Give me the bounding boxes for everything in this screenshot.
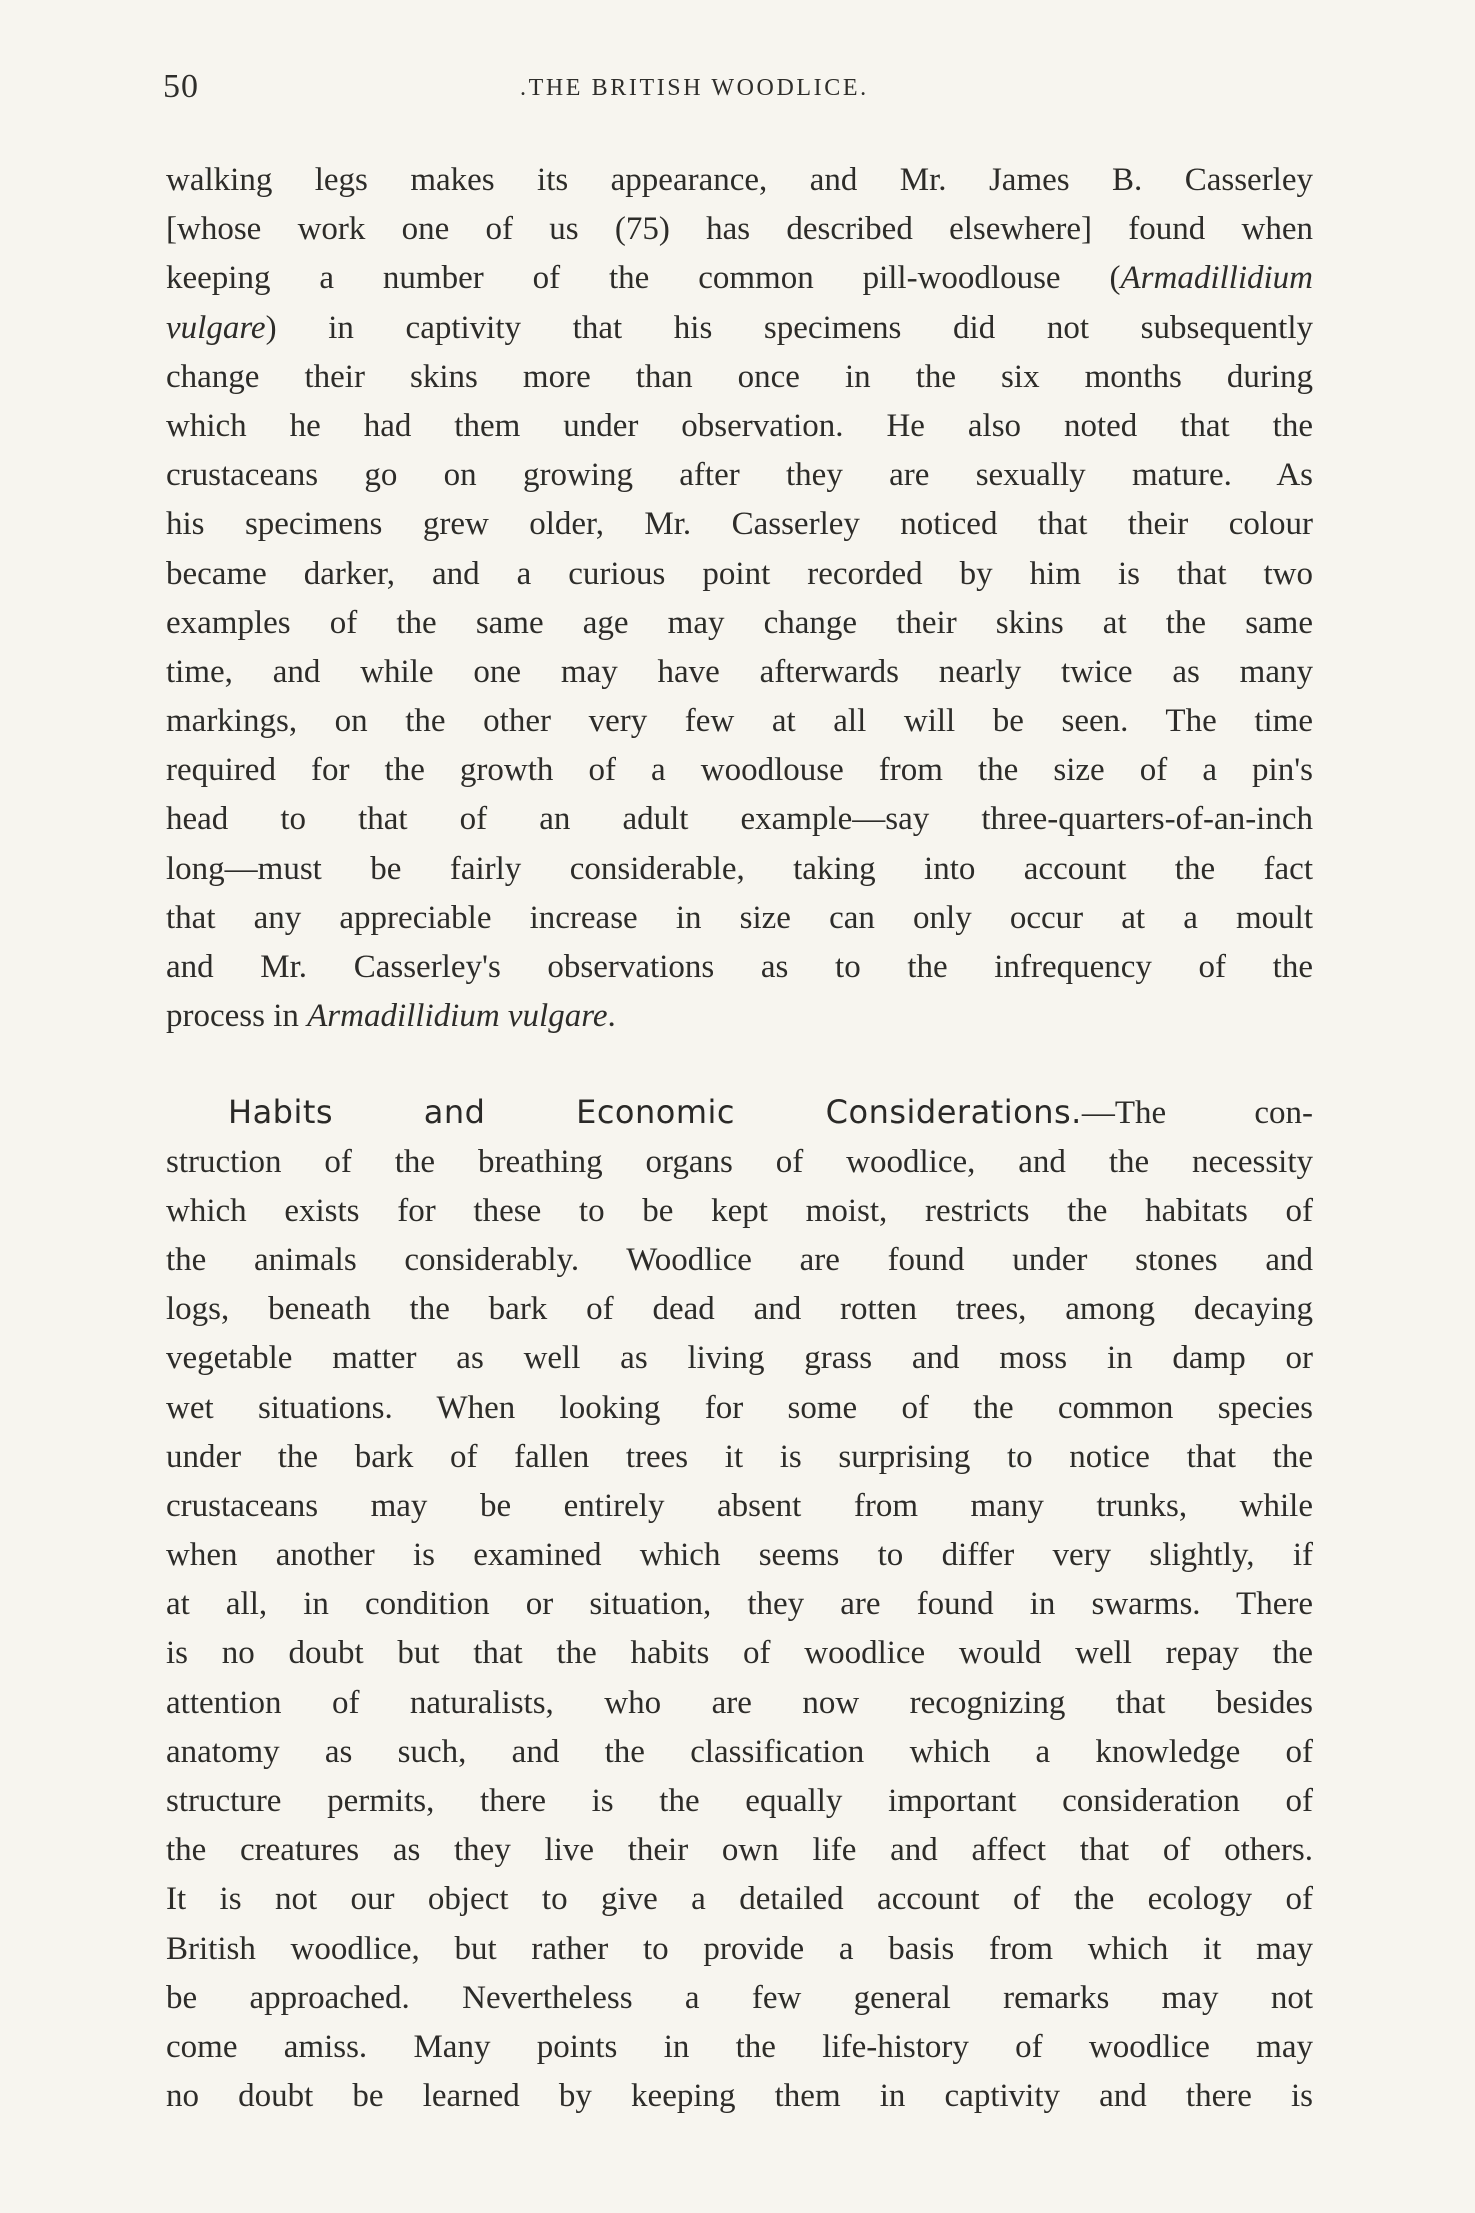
text-line: struction of the breathing organs of woodlice, and the necessity	[166, 1143, 1313, 1180]
text-run: process in	[166, 998, 308, 1035]
text-line: required for the growth of a woodlouse from the size of a pin's	[166, 752, 1313, 789]
text-line: is no doubt but that the habits of woodlice would well repay the	[166, 1635, 1313, 1672]
text-line: that any appreciable increase in size can only occur at a moult	[166, 899, 1313, 936]
text-run: —The con-	[1081, 1095, 1313, 1132]
text-line: wet situations. When looking for some of the common species	[166, 1389, 1313, 1426]
paragraph-gap	[166, 1041, 1313, 1088]
section-heading: Habits and Economic Considerations.	[228, 1093, 1082, 1132]
text-run: keeping a number of the common pill-woodlouse (	[166, 260, 1121, 297]
text-line	[166, 304, 1313, 353]
section-heading-line	[166, 1088, 1313, 1137]
paragraph-development	[166, 156, 1313, 1041]
text-line: walking legs makes its appearance, and Mr. James B. Casserley	[166, 162, 1313, 198]
text-line: examples of the same age may change their skins at the same	[166, 604, 1313, 641]
running-header	[163, 68, 1313, 108]
species-name: Armadillidium vulgare	[307, 998, 608, 1035]
text-line	[166, 992, 1313, 1041]
text-line: markings, on the other very few at all will be seen. The time	[166, 703, 1313, 740]
text-line: It is not our object to give a detailed account of the ecology of	[166, 1881, 1313, 1918]
text-line: his specimens grew older, Mr. Casserley noticed that their colour	[166, 506, 1313, 543]
text-line: be approached. Nevertheless a few general remarks may not	[166, 1979, 1313, 2016]
text-line: change their skins more than once in the six months during	[166, 358, 1313, 395]
text-line: became darker, and a curious point recorded by him is that two	[166, 555, 1313, 592]
text-line: come amiss. Many points in the life-history of woodlice may	[166, 2028, 1313, 2065]
text-line: and Mr. Casserley's observations as to the infrequency of the	[166, 949, 1313, 985]
text-line: time, and while one may have afterwards nearly twice as many	[166, 653, 1313, 690]
page-number: 50	[163, 68, 199, 105]
text-line: logs, beneath the bark of dead and rotten trees, among decaying	[166, 1291, 1313, 1328]
text-line	[166, 254, 1313, 303]
text-line: no doubt be learned by keeping them in captivity and there is	[166, 2078, 1313, 2115]
text-line: vegetable matter as well as living grass and moss in damp or	[166, 1340, 1313, 1377]
text-line: attention of naturalists, who are now recognizing that besides	[166, 1684, 1313, 1721]
text-line: the creatures as they live their own life and affect that of others.	[166, 1832, 1313, 1869]
text-line: crustaceans may be entirely absent from many trunks, while	[166, 1487, 1313, 1524]
text-line: which exists for these to be kept moist, restricts the habitats of	[166, 1192, 1313, 1229]
text-line: the animals considerably. Woodlice are found under stones and	[166, 1241, 1313, 1278]
text-line: [whose work one of us (75) has described elsewhere] found when	[166, 211, 1313, 248]
body-text	[166, 156, 1313, 2121]
text-line: at all, in condition or situation, they are found in swarms. There	[166, 1586, 1313, 1623]
text-line: when another is examined which seems to differ very slightly, if	[166, 1537, 1313, 1574]
text-line: crustaceans go on growing after they are sexually mature. As	[166, 457, 1313, 494]
text-line: anatomy as such, and the classification which a knowledge of	[166, 1733, 1313, 1770]
species-name: vulgare	[166, 309, 266, 346]
text-line: British woodlice, but rather to provide a basis from which it may	[166, 1930, 1313, 1967]
text-line: structure permits, there is the equally important consideration of	[166, 1783, 1313, 1819]
text-line: long—must be fairly considerable, taking into account the fact	[166, 850, 1313, 887]
text-run: ) in captivity that his specimens did not subsequently	[265, 309, 1313, 346]
text-line: under the bark of fallen trees it is surprising to notice that the	[166, 1438, 1313, 1475]
running-title: .THE BRITISH WOODLICE.	[520, 75, 869, 101]
text-run: .	[607, 998, 616, 1035]
species-name: Armadillidium	[1120, 260, 1313, 297]
paragraph-habits	[166, 1088, 1313, 2121]
text-line: head to that of an adult example—say three-quarters-of-an-inch	[166, 801, 1313, 838]
text-line: which he had them under observation. He also noted that the	[166, 407, 1313, 444]
